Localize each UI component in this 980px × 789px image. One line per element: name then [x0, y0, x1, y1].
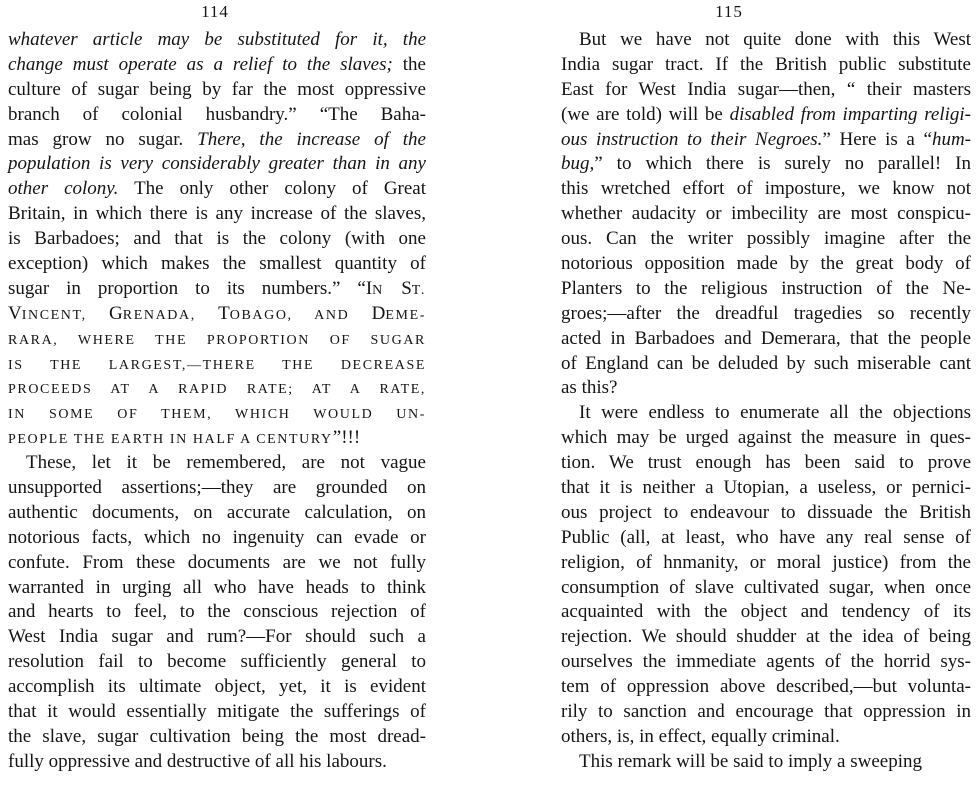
text-run: as this? — [561, 377, 618, 399]
text-line — [8, 227, 426, 252]
text-run: T — [218, 302, 230, 324]
text-line — [561, 78, 971, 103]
text-line — [8, 426, 426, 451]
text-line — [561, 28, 971, 53]
text-run: of England can be deluded by such miserable cant — [561, 352, 971, 374]
text-line — [8, 476, 426, 501]
text-run: PROCEEDS AT A RAPID RATE; AT A RATE, — [8, 382, 426, 398]
text-run: But we have not quite done with this West — [579, 29, 971, 50]
text-line — [561, 750, 971, 775]
text-run: hum- — [931, 128, 971, 150]
text-run: unsupported assertions;—they are grounded on — [8, 477, 426, 499]
text-run: RENADA, — [122, 307, 219, 323]
text-line — [8, 625, 426, 650]
text-line — [561, 352, 971, 377]
text-run: This remark will be said to imply a sweeping — [579, 750, 922, 772]
text-line — [8, 600, 426, 625]
text-run: confute. From these documents are we not fully — [8, 551, 426, 573]
text-line — [561, 53, 971, 78]
page-number: 115 — [715, 2, 743, 21]
text-run: others, is, in effect, equally criminal. — [561, 725, 840, 747]
text-line — [8, 451, 426, 476]
text-run: this wretched effort of imposture, we know not — [561, 178, 971, 200]
text-run: accomplish its ultimate object, yet, it is evident — [8, 676, 426, 698]
text-line — [561, 103, 971, 128]
text-line — [561, 252, 971, 277]
page-text — [561, 28, 971, 775]
text-line — [8, 700, 426, 725]
text-line — [561, 451, 971, 476]
text-line — [561, 700, 971, 725]
text-line — [8, 277, 426, 302]
text-run: RARA, WHERE THE PROPORTION OF SUGAR — [8, 332, 426, 348]
text-line — [8, 103, 426, 128]
text-run: disabled from imparting religi- — [729, 103, 971, 125]
text-run: India sugar tract. If the British public substitute — [561, 53, 971, 75]
page-text — [8, 28, 426, 775]
text-run: T. — [411, 282, 426, 298]
text-run: ”!!! — [332, 427, 361, 449]
text-line — [561, 551, 971, 576]
text-line — [561, 725, 971, 750]
text-line — [8, 401, 426, 426]
text-run: Planters to the religious instruction of the Ne- — [561, 277, 971, 299]
text-line — [561, 202, 971, 227]
text-run: acquainted with the object and tendency of its — [561, 601, 971, 623]
text-run: rily to sanction and encourage that oppression in — [561, 701, 971, 723]
text-run: IS THE LARGEST,—THERE THE DECREASE — [8, 357, 426, 373]
text-line — [561, 302, 971, 327]
text-line — [561, 327, 971, 352]
text-line — [8, 128, 426, 153]
text-line — [561, 128, 971, 153]
text-run: groes;—after the dreadful tragedies so recently — [561, 302, 971, 324]
text-run: the — [392, 53, 426, 75]
text-run: rejection. We should shudder at the idea of being — [561, 626, 971, 648]
text-line — [561, 501, 971, 526]
text-run: ous instruction to their Negroes. — [561, 128, 823, 150]
text-run: Public (all, at least, who have any real sense of — [561, 526, 971, 548]
text-run: ous project to endeavour to dissuade the British — [561, 501, 971, 523]
text-run: INCENT, — [21, 307, 110, 323]
text-line — [8, 327, 426, 352]
text-line — [8, 202, 426, 227]
text-line — [8, 650, 426, 675]
text-line — [8, 177, 426, 202]
text-line — [8, 551, 426, 576]
text-line — [561, 675, 971, 700]
text-line — [561, 650, 971, 675]
text-line — [561, 600, 971, 625]
text-run: D — [371, 302, 386, 324]
text-line — [561, 227, 971, 252]
text-run: sugar in proportion to its numbers.” “I — [8, 277, 373, 299]
text-line — [8, 53, 426, 78]
text-line — [561, 277, 971, 302]
text-run: fully oppressive and destructive of all his labours. — [8, 750, 387, 772]
text-run: warranted in urging all who have heads to think — [8, 576, 426, 598]
text-run: that it is neither a Utopian, a useless, or pernici- — [561, 477, 971, 499]
text-run: whether audacity or imbecility are most conspicu- — [561, 203, 971, 225]
text-run: N — [372, 282, 402, 298]
text-run: mas grow no sugar. — [8, 128, 198, 150]
text-run: tem of oppression above described,—but volunta- — [561, 676, 971, 698]
text-run: It were endless to enumerate all the objections — [579, 402, 971, 424]
text-run: consumption of slave cultivated sugar, when once — [561, 576, 971, 598]
text-line — [561, 526, 971, 551]
text-run: the slave, sugar cultivation being the most dread- — [8, 725, 426, 747]
text-run: bug, — [561, 153, 595, 175]
text-line — [8, 675, 426, 700]
text-line — [8, 302, 426, 327]
text-run: authentic documents, on accurate calculation, on — [8, 501, 426, 523]
text-line — [561, 426, 971, 451]
text-line — [561, 376, 971, 401]
text-line — [8, 28, 426, 53]
text-run: notorious facts, which no ingenuity can evade or — [8, 526, 426, 548]
right-page — [490, 0, 980, 789]
text-run: ourselves the immediate agents of the horrid sys- — [561, 651, 971, 673]
text-run: is Barbadoes; and that is the colony (with one — [8, 228, 426, 250]
text-run: exception) which makes the smallest quantity of — [8, 253, 426, 275]
text-run: EME- — [385, 307, 426, 323]
text-run: acted in Barbadoes and Demerara, that the people — [561, 327, 971, 349]
text-run: whatever article may be substituted for it, the — [8, 29, 426, 50]
text-line — [8, 501, 426, 526]
text-run: PEOPLE THE EARTH IN HALF A CENTURY — [8, 432, 333, 448]
text-line — [8, 376, 426, 401]
text-line — [8, 725, 426, 750]
text-run: branch of colonial husbandry.” “The Baha- — [8, 103, 426, 125]
text-run: The only other colony of Great — [118, 178, 427, 200]
text-line — [561, 476, 971, 501]
text-run: These, let it be remembered, are not vague — [26, 452, 426, 474]
text-run: There, the increase of the — [197, 128, 426, 150]
text-run: ” Here is a “ — [822, 128, 932, 150]
text-run: East for West India sugar—then, “ their masters — [561, 78, 971, 100]
text-line — [561, 177, 971, 202]
text-run: and hearts to feel, to the conscious rejection of — [8, 601, 426, 623]
text-run: which may be urged against the measure in ques- — [561, 427, 971, 449]
text-run: (we are told) will be — [561, 103, 730, 125]
text-line — [8, 252, 426, 277]
page-number: 114 — [201, 2, 229, 21]
text-run: tion. We trust enough has been said to prove — [561, 452, 971, 474]
text-run: notorious opposition made by the great body of — [561, 253, 971, 275]
text-line — [561, 576, 971, 601]
text-run: G — [109, 302, 123, 324]
text-run: religion, of hnmanity, or moral justice) from the — [561, 551, 971, 573]
text-line — [8, 750, 426, 775]
text-run: West India sugar and rum?—For should such a — [8, 626, 426, 648]
text-line — [561, 152, 971, 177]
text-run: change must operate as a relief to the slaves; — [8, 53, 393, 75]
text-line — [8, 78, 426, 103]
text-run: resolution fail to become sufficiently general to — [8, 651, 426, 673]
text-run: ous. Can the writer possibly imagine after the — [561, 228, 971, 250]
text-run: V — [8, 302, 22, 324]
text-line — [561, 625, 971, 650]
text-line — [561, 401, 971, 426]
text-run: that it would essentially mitigate the sufferings of — [8, 701, 426, 723]
text-run: other colony. — [8, 178, 119, 200]
text-run: culture of sugar being by far the most oppressive — [8, 78, 426, 100]
text-line — [8, 526, 426, 551]
text-run: Britain, in which there is any increase of the slaves, — [8, 203, 426, 225]
text-run: IN SOME OF THEM, WHICH WOULD UN- — [8, 407, 426, 423]
text-run: ” to which there is surely no parallel! In — [594, 153, 971, 175]
text-run: S — [401, 277, 412, 299]
text-line — [8, 576, 426, 601]
text-run: OBAGO, AND — [229, 307, 372, 323]
text-line — [8, 352, 426, 377]
text-line — [8, 152, 426, 177]
text-run: population is very considerably greater than in any — [8, 153, 426, 175]
